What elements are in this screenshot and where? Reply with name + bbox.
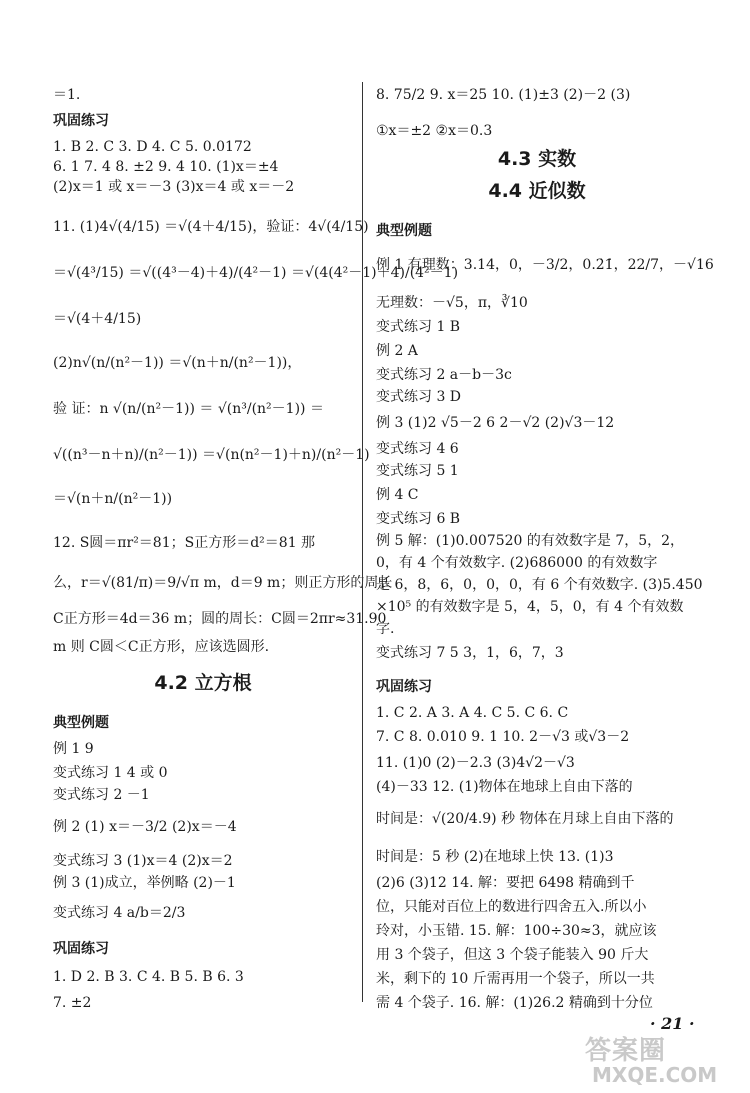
subsection-label: 巩固练习: [53, 941, 109, 957]
answer-line: 变式练习 3 D: [376, 389, 462, 405]
answer-line: 变式练习 1 B: [376, 319, 461, 335]
answer-line: 7. C 8. 0.010 9. 1 10. 2－√3 或√3－2: [376, 729, 630, 745]
subsection-label: 巩固练习: [376, 679, 432, 695]
answer-line: 时间是：√(20/4.9) 秒 物体在月球上自由下落的: [376, 811, 674, 827]
answer-line: 变式练习 6 B: [376, 511, 461, 527]
answer-line: 变式练习 4 a/b＝2/3: [53, 905, 186, 921]
answer-line: 是 6，8，6，0，0，0，有 6 个有效数字. (3)5.450: [376, 577, 703, 593]
answer-line: (4)－33 12. (1)物体在地球上自由下落的: [376, 779, 633, 795]
answer-line: 12. S圆＝πr²＝81；S正方形＝d²＝81 那: [53, 535, 316, 551]
answer-line: 玲对，小玉错. 15. 解：100÷30≈3，就应该: [376, 923, 657, 939]
section-heading: 4.2 立方根: [154, 672, 252, 694]
subsection-label: 典型例题: [53, 715, 109, 731]
answer-line: 1. D 2. B 3. C 4. B 5. B 6. 3: [53, 969, 244, 985]
answer-line: ＝1.: [53, 87, 81, 103]
answer-line: ＝√(n＋n/(n²－1)): [53, 491, 173, 507]
answer-line: 么，r＝√(81/π)＝9/√π m，d＝9 m；则正方形的周长: [53, 575, 393, 591]
answer-line: 7. ±2: [53, 995, 92, 1011]
answer-line: 例 4 C: [376, 487, 419, 503]
answer-line: 例 3 (1)2 √5－2 6 2－√2 (2)√3－12: [376, 415, 615, 431]
answer-line: 变式练习 3 (1)x＝4 (2)x＝2: [53, 853, 233, 869]
answer-line: 11. (1)4√(4/15) ＝√(4＋4/15)，验证：4√(4/15): [53, 219, 369, 235]
answer-line: 1. C 2. A 3. A 4. C 5. C 6. C: [376, 705, 569, 721]
answer-line: 需 4 个袋子. 16. 解：(1)26.2 精确到十分位: [376, 995, 653, 1011]
watermark-logo: 答案圈: [585, 1036, 667, 1066]
column-divider: [362, 82, 363, 1002]
answer-line: 变式练习 4 6: [376, 441, 459, 457]
watermark-url: MXQE.COM: [592, 1063, 718, 1087]
answer-line: 例 1 9: [53, 741, 94, 757]
answer-line: ＝√(4＋4/15): [53, 311, 142, 327]
answer-line: (2)n√(n/(n²－1)) ＝√(n＋n/(n²－1))，: [53, 355, 302, 371]
answer-line: m 则 C圆＜C正方形，应该选圆形.: [53, 639, 270, 655]
answer-line: 变式练习 7 5 3，1，6，7，3: [376, 645, 564, 661]
answer-line: 变式练习 2 a－b－3c: [376, 367, 512, 383]
answer-line: 位，只能对百位上的数进行四舍五入.所以小: [376, 899, 647, 915]
answer-line: 验 证：n √(n/(n²－1)) ＝ √(n³/(n²－1)) ＝: [53, 401, 324, 417]
answer-line: 字.: [376, 621, 395, 637]
subsection-label: 典型例题: [376, 223, 432, 239]
answer-line: ①x＝±2 ②x＝0.3: [376, 123, 493, 139]
answer-line: 例 1 有理数：3.14，0，－3/2，0.2̇1̇，22/7，－√16: [376, 257, 714, 273]
section-heading: 4.3 实数: [497, 148, 577, 170]
answer-line: √((n³－n＋n)/(n²－1)) ＝√(n(n²－1)＋n)/(n²－1): [53, 447, 370, 463]
answer-line: 时间是：5 秒 (2)在地球上快 13. (1)3: [376, 849, 614, 865]
answer-line: 6. 1 7. 4 8. ±2 9. 4 10. (1)x＝±4: [53, 159, 279, 175]
answer-line: 例 2 A: [376, 343, 418, 359]
answer-line: ＝√(4³/15) ＝√((4³－4)＋4)/(4²－1) ＝√(4(4²－1)＋4)/(4²－1): [53, 265, 459, 281]
subsection-label: 巩固练习: [53, 113, 109, 129]
answer-line: ×10⁵ 的有效数字是 5，4，5，0，有 4 个有效数: [376, 599, 684, 615]
answer-line: 例 5 解：(1)0.007520 的有效数字是 7，5，2，: [376, 533, 685, 549]
answer-line: 用 3 个袋子，但这 3 个袋子能装入 90 斤大: [376, 947, 649, 963]
answer-line: 例 3 (1)成立，举例略 (2)－1: [53, 875, 236, 891]
answer-line: 变式练习 2 －1: [53, 787, 150, 803]
answer-line: C正方形＝4d＝36 m；圆的周长：C圆＝2πr≈31.90: [53, 611, 387, 627]
section-heading: 4.4 近似数: [488, 180, 586, 202]
answer-line: 0，有 4 个有效数字. (2)686000 的有效数字: [376, 555, 658, 571]
answer-line: 无理数：－√5，π，∛10: [376, 295, 528, 311]
answer-line: (2)x＝1 或 x＝－3 (3)x＝4 或 x＝－2: [53, 179, 295, 195]
answer-line: 变式练习 1 4 或 0: [53, 765, 168, 781]
answer-line: 8. 75/2 9. x＝25 10. (1)±3 (2)－2 (3): [376, 87, 631, 103]
answer-line: (2)6 (3)12 14. 解：要把 6498 精确到千: [376, 875, 635, 891]
answer-line: 米，剩下的 10 斤需再用一个袋子，所以一共: [376, 971, 655, 987]
answer-line: 例 2 (1) x＝－3/2 (2)x＝－4: [53, 819, 237, 835]
answer-line: 变式练习 5 1: [376, 463, 459, 479]
page-number: · 21 ·: [650, 1014, 695, 1033]
answer-line: 11. (1)0 (2)－2.3 (3)4√2－√3: [376, 755, 575, 771]
answer-line: 1. B 2. C 3. D 4. C 5. 0.0172: [53, 139, 252, 155]
